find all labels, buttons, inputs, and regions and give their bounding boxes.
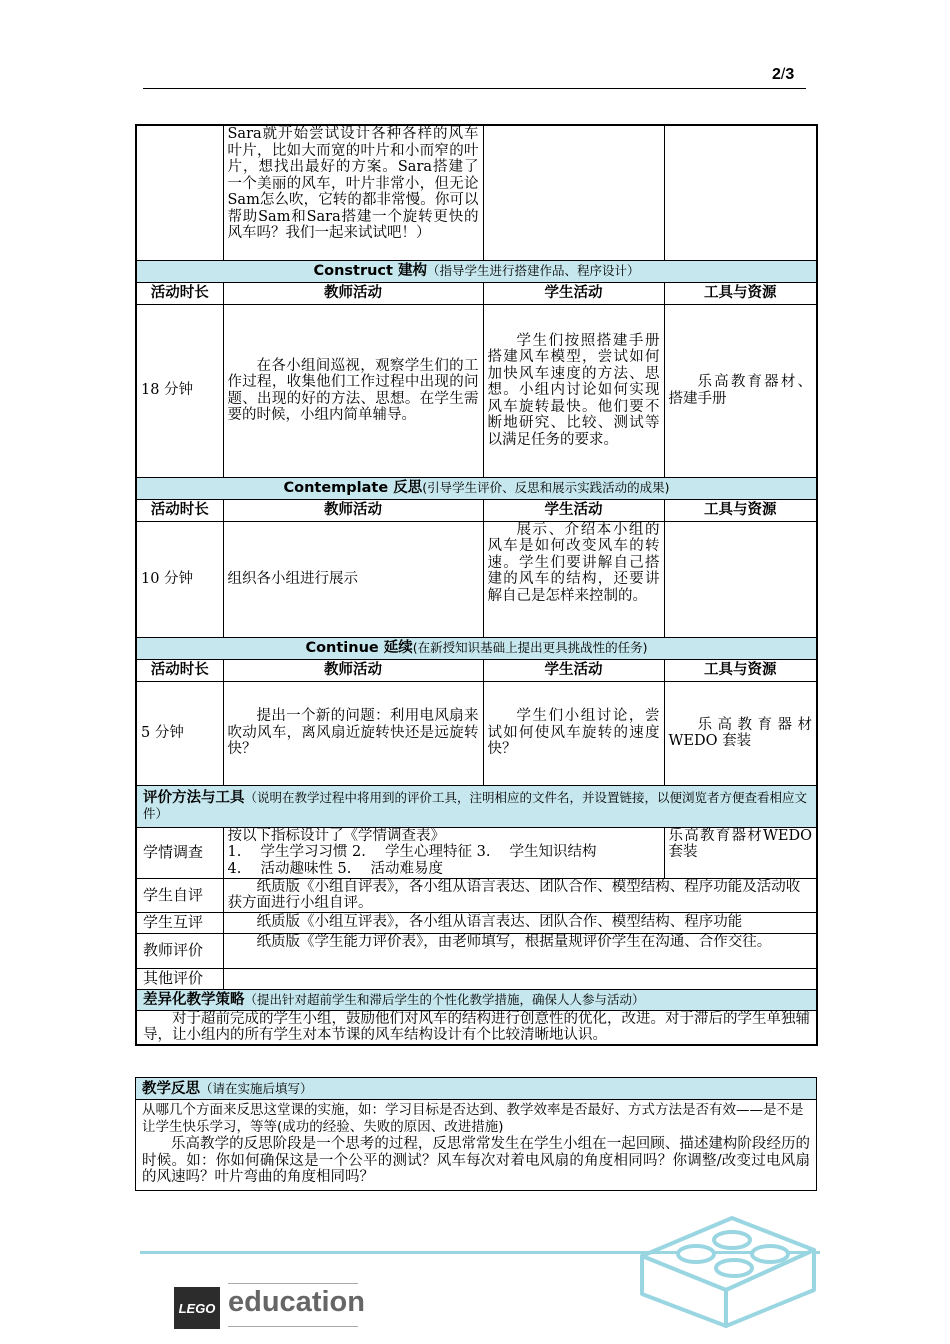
- differentiation-row: [136, 1010, 817, 1045]
- continue-title: Continue 延续: [305, 639, 413, 656]
- contemplate-column-headers: 活动时长 教师活动 学生活动 工具与资源: [136, 499, 817, 521]
- reflection-header: [136, 1078, 817, 1100]
- continue-teacher: 提出一个新的问题：利用电风扇来吹动风车，离风扇近旋转快还是远旋转快？: [223, 681, 483, 785]
- continue-section-header: [136, 637, 817, 659]
- contemplate-student: 展示、介绍本小组的风车是如何改变风车的转速。学生们要讲解自己搭建的风车的结构，还要讲解自己是怎样来控制的。: [483, 521, 664, 637]
- reflection-prompt: 从哪几个方面来反思这堂课的实施，如：学习目标是否达到、教学效率是否最好、方式方法是否有效——是不是让学生快乐学习，等等(成功的经验、失败的原因、改进措施): [142, 1102, 804, 1135]
- construct-section-header: [136, 260, 817, 282]
- continue-row: [136, 681, 817, 785]
- differentiation-title: 差异化教学策略: [143, 991, 245, 1008]
- evaluation-section-header: [136, 785, 817, 827]
- lesson-plan-table: [135, 124, 818, 1046]
- continue-column-headers: 活动时长 教师活动 学生活动 工具与资源: [136, 659, 817, 681]
- eval-row-teacher: 教师评价 纸质版《学生能力评价表》，由老师填写，根据量规评价学生在沟通、合作交往。: [136, 933, 817, 968]
- brand-rule-top: [228, 1283, 358, 1284]
- eval-row-survey: 学情调查 按以下指标设计了《学情调查表》 1. 学生学习习惯 2. 学生心理特征 3. 学生知识结构 4. 活动趣味性 5. 活动难易度 乐高教育器材WEDO 套装: [136, 827, 817, 878]
- contemplate-section-header: [136, 477, 817, 499]
- page-number: 2/3: [772, 66, 795, 83]
- construct-subtitle: （指导学生进行搭建作品、程序设计）: [427, 262, 640, 278]
- eval-row-peer: 学生互评 纸质版《小组互评表》，各小组从语言表达、团队合作、模型结构、程序功能: [136, 912, 817, 933]
- construct-title: Construct 建构: [313, 262, 428, 279]
- header-rule: [143, 88, 806, 89]
- contemplate-tools: [664, 521, 817, 637]
- eval-survey-text: 按以下指标设计了《学情调查表》 1. 学生学习习惯 2. 学生心理特征 3. 学生知识结构 4. 活动趣味性 5. 活动难易度: [223, 827, 664, 878]
- evaluation-subtitle: （说明在教学过程中将用到的评价工具，注明相应的文件名，并设置链接，以便浏览者方便查看相应文件）: [143, 789, 808, 821]
- lego-brick-icon: [634, 1198, 824, 1328]
- construct-column-headers: 活动时长 教师活动 学生活动 工具与资源: [136, 282, 817, 304]
- intro-row: [136, 125, 817, 260]
- continue-subtitle: (在新授知识基础上提出更具挑战性的任务): [412, 639, 648, 655]
- eval-survey-tools: 乐高教育器材WEDO 套装: [664, 827, 817, 878]
- construct-duration: 18 分钟: [136, 304, 223, 477]
- continue-duration: 5 分钟: [136, 681, 223, 785]
- contemplate-row: [136, 521, 817, 637]
- construct-student: 学生们按照搭建手册搭建风车模型，尝试如何加快风车速度的方法、思想。小组内讨论如何实现风车旋转最快。他们要不断地研究、比较、测试等以满足任务的要求。: [483, 304, 664, 477]
- contemplate-duration: 10 分钟: [136, 521, 223, 637]
- continue-student: 学生们小组讨论，尝试如何使风车旋转的速度快？: [483, 681, 664, 785]
- eval-row-other: 其他评价: [136, 968, 817, 989]
- construct-teacher: 在各小组间巡视，观察学生们的工作过程，收集他们工作过程中出现的问题、出现的好的方法、思想。在学生需要的时候，小组内简单辅导。: [223, 304, 483, 477]
- construct-row: [136, 304, 817, 477]
- eval-row-self: 学生自评 纸质版《小组自评表》，各小组从语言表达、团队合作、模型结构、程序功能及活动收获方面进行小组自评。: [136, 878, 817, 912]
- reflection-title: 教学反思: [142, 1080, 200, 1097]
- differentiation-section-header: [136, 989, 817, 1010]
- reflection-table: [135, 1077, 817, 1191]
- differentiation-subtitle: （提出针对超前学生和滞后学生的个性化教学措施，确保人人参与活动）: [244, 991, 645, 1007]
- reflection-text: 乐高教学的反思阶段是一个思考的过程，反思常常发生在学生小组在一起回顾、描述建构阶段经历的时候。如：你如何确保这是一个公平的测试？风车每次对着电风扇的角度相同吗？你调整/改变过电风扇的风速吗？叶片弯曲的角度相同吗？: [142, 1136, 810, 1185]
- brand-rule-bottom: [228, 1326, 358, 1327]
- contemplate-subtitle: (引导学生评价、反思和展示实践活动的成果): [422, 479, 670, 495]
- reflection-body: [136, 1100, 817, 1191]
- construct-tools: 乐高教育器材、搭建手册: [664, 304, 817, 477]
- differentiation-text: 对于超前完成的学生小组，鼓励他们对风车的结构进行创意性的优化，改进。对于滞后的学生单独辅导，让小组内的所有学生对本节课的风车结构设计有个比较清晰地认识。: [136, 1010, 817, 1045]
- contemplate-teacher: 组织各小组进行展示: [223, 521, 483, 637]
- intro-cell: Sara就开始尝试设计各种各样的风车叶片，比如大而宽的叶片和小而窄的叶片，想找出最好的方案。Sara搭建了一个美丽的风车，叶片非常小，但无论Sam怎么吹，它转的都非常慢。你可以帮助Sam和Sara搭建一个旋转更快的风车吗？我们一起来试试吧！）: [223, 125, 483, 260]
- lego-logo: LEGO: [174, 1287, 220, 1329]
- evaluation-title: 评价方法与工具: [143, 789, 245, 806]
- brand-wordmark: education: [228, 1286, 365, 1318]
- continue-tools: 乐高教育器材WEDO 套装: [664, 681, 817, 785]
- reflection-subtitle: （请在实施后填写）: [200, 1080, 313, 1096]
- contemplate-title: Contemplate 反思: [283, 479, 423, 496]
